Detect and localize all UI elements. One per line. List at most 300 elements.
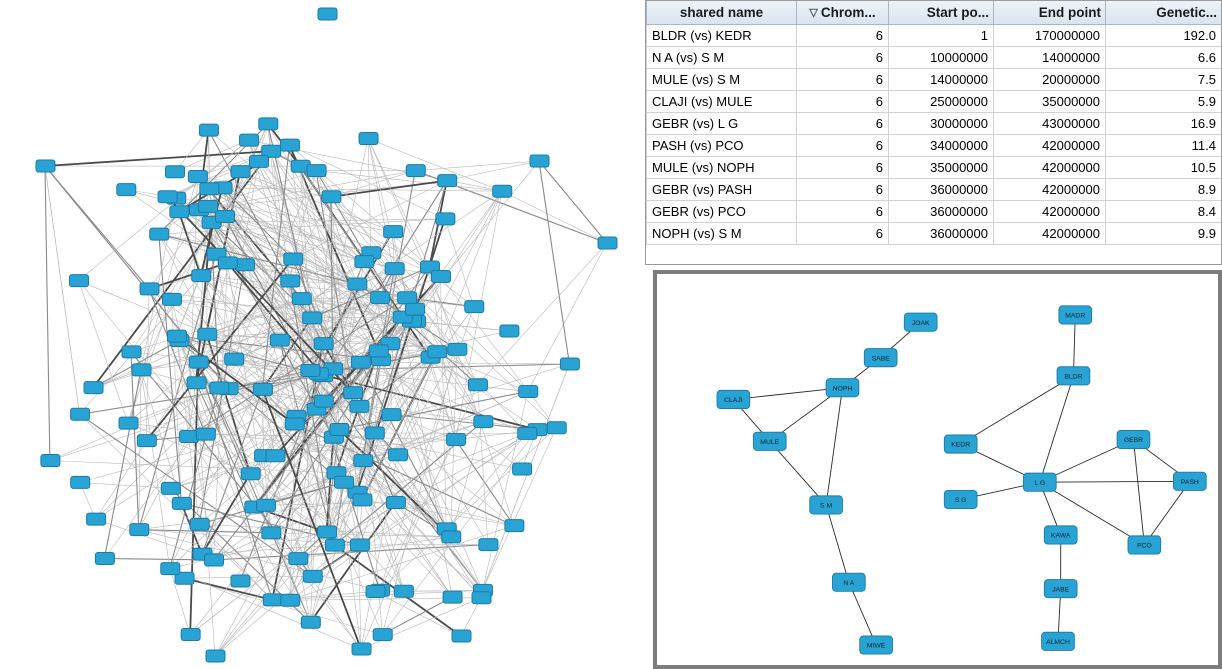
node-shape[interactable] (314, 395, 333, 407)
subnetwork-node[interactable] (1042, 632, 1075, 650)
network-node[interactable] (231, 166, 250, 178)
network-node[interactable] (448, 343, 467, 355)
network-node[interactable] (350, 539, 369, 551)
node-shape[interactable] (95, 552, 114, 564)
node-shape[interactable] (384, 226, 403, 238)
cell-shared-name[interactable]: MULE (vs) NOPH (647, 157, 797, 179)
network-node[interactable] (354, 455, 373, 467)
network-node[interactable] (406, 303, 425, 315)
node-shape[interactable] (365, 427, 384, 439)
network-node[interactable] (500, 325, 519, 337)
node-shape[interactable] (371, 292, 390, 304)
network-node[interactable] (322, 191, 341, 203)
node-shape[interactable] (257, 499, 276, 511)
network-node[interactable] (71, 476, 90, 488)
network-node[interactable] (190, 518, 209, 530)
subnetwork-node[interactable] (717, 390, 750, 408)
cell-chromosome[interactable]: 6 (797, 113, 889, 135)
node-shape[interactable] (199, 124, 218, 136)
network-node[interactable] (352, 643, 371, 655)
node-shape[interactable] (389, 449, 408, 461)
node-shape[interactable] (225, 353, 244, 365)
cell-genetic[interactable]: 16.9 (1106, 113, 1222, 135)
node-shape[interactable] (1173, 472, 1206, 490)
node-shape[interactable] (465, 301, 484, 313)
network-node[interactable] (84, 382, 103, 394)
node-shape[interactable] (322, 191, 341, 203)
edge-table-body[interactable] (647, 25, 1222, 245)
network-node[interactable] (281, 594, 300, 606)
network-node[interactable] (130, 524, 149, 536)
network-node[interactable] (479, 539, 498, 551)
network-node[interactable] (505, 520, 524, 532)
network-node[interactable] (281, 275, 300, 287)
subnetwork-node[interactable] (944, 490, 977, 508)
network-node[interactable] (236, 259, 255, 271)
cell-shared-name[interactable]: GEBR (vs) PASH (647, 179, 797, 201)
subnetwork-node[interactable] (1128, 536, 1161, 554)
node-shape[interactable] (137, 435, 156, 447)
network-node[interactable] (314, 395, 333, 407)
node-shape[interactable] (350, 400, 369, 412)
node-shape[interactable] (162, 293, 181, 305)
node-shape[interactable] (335, 476, 354, 488)
node-shape[interactable] (292, 293, 311, 305)
node-shape[interactable] (161, 482, 180, 494)
network-node[interactable] (257, 499, 276, 511)
network-node[interactable] (303, 312, 322, 324)
network-node[interactable] (225, 353, 244, 365)
node-shape[interactable] (318, 526, 337, 538)
network-node[interactable] (241, 468, 260, 480)
network-node[interactable] (162, 293, 181, 305)
network-node[interactable] (382, 409, 401, 421)
network-node[interactable] (518, 427, 537, 439)
network-node[interactable] (218, 257, 237, 269)
node-shape[interactable] (301, 364, 320, 376)
network-node[interactable] (210, 382, 229, 394)
network-node[interactable] (41, 454, 60, 466)
table-header-genetic[interactable] (1106, 1, 1222, 25)
node-shape[interactable] (231, 166, 250, 178)
node-shape[interactable] (717, 390, 750, 408)
subnetwork-node[interactable] (1044, 526, 1077, 544)
network-node[interactable] (188, 171, 207, 183)
network-node[interactable] (71, 408, 90, 420)
node-shape[interactable] (1128, 536, 1161, 554)
node-shape[interactable] (443, 591, 462, 603)
network-node[interactable] (344, 387, 363, 399)
cell-chromosome[interactable]: 6 (797, 25, 889, 47)
node-shape[interactable] (87, 513, 106, 525)
cell-end-point[interactable]: 42000000 (994, 223, 1106, 245)
network-node[interactable] (216, 210, 235, 222)
network-node[interactable] (530, 155, 549, 167)
network-node[interactable] (122, 346, 141, 358)
node-shape[interactable] (810, 496, 843, 514)
node-shape[interactable] (240, 134, 259, 146)
network-node[interactable] (325, 539, 344, 551)
node-shape[interactable] (249, 155, 268, 167)
network-node[interactable] (161, 563, 180, 575)
network-node[interactable] (266, 450, 285, 462)
node-shape[interactable] (944, 490, 977, 508)
network-node[interactable] (36, 160, 55, 172)
cell-shared-name[interactable]: GEBR (vs) PCO (647, 201, 797, 223)
network-node[interactable] (350, 400, 369, 412)
network-node[interactable] (519, 385, 538, 397)
node-shape[interactable] (344, 387, 363, 399)
cell-end-point[interactable]: 35000000 (994, 91, 1106, 113)
node-shape[interactable] (119, 417, 138, 429)
network-node[interactable] (452, 630, 471, 642)
cell-start-point[interactable]: 36000000 (889, 179, 994, 201)
network-node[interactable] (187, 377, 206, 389)
node-shape[interactable] (366, 586, 385, 598)
node-shape[interactable] (189, 356, 208, 368)
network-node[interactable] (280, 139, 299, 151)
cell-end-point[interactable]: 42000000 (994, 157, 1106, 179)
node-shape[interactable] (318, 8, 337, 20)
network-node[interactable] (259, 118, 278, 130)
network-node[interactable] (394, 585, 413, 597)
node-shape[interactable] (442, 531, 461, 543)
node-shape[interactable] (493, 185, 512, 197)
node-shape[interactable] (438, 175, 457, 187)
node-shape[interactable] (406, 165, 425, 177)
node-shape[interactable] (218, 257, 237, 269)
node-shape[interactable] (180, 431, 199, 443)
cell-genetic[interactable]: 192.0 (1106, 25, 1222, 47)
network-node[interactable] (285, 418, 304, 430)
network-node[interactable] (428, 346, 447, 358)
node-shape[interactable] (472, 592, 491, 604)
node-shape[interactable] (117, 184, 136, 196)
network-node[interactable] (384, 226, 403, 238)
cell-start-point[interactable]: 14000000 (889, 69, 994, 91)
node-shape[interactable] (860, 636, 893, 654)
subnetwork-node[interactable] (826, 379, 859, 397)
cell-genetic[interactable]: 5.9 (1106, 91, 1222, 113)
node-shape[interactable] (122, 346, 141, 358)
network-node[interactable] (117, 184, 136, 196)
node-shape[interactable] (350, 539, 369, 551)
node-shape[interactable] (303, 570, 322, 582)
table-header-end-point[interactable] (994, 1, 1106, 25)
node-shape[interactable] (530, 155, 549, 167)
table-row[interactable] (647, 91, 1222, 113)
node-shape[interactable] (394, 585, 413, 597)
table-row[interactable] (647, 47, 1222, 69)
network-node[interactable] (262, 527, 281, 539)
network-node[interactable] (289, 553, 308, 565)
node-shape[interactable] (1057, 367, 1090, 385)
node-shape[interactable] (864, 349, 897, 367)
network-node[interactable] (335, 476, 354, 488)
network-node[interactable] (598, 237, 617, 249)
node-shape[interactable] (241, 468, 260, 480)
cell-end-point[interactable]: 170000000 (994, 25, 1106, 47)
subnetwork-nodes[interactable] (717, 306, 1206, 654)
table-row[interactable] (647, 201, 1222, 223)
subnetwork-node[interactable] (860, 636, 893, 654)
node-shape[interactable] (1117, 430, 1150, 448)
network-node[interactable] (119, 417, 138, 429)
node-shape[interactable] (354, 455, 373, 467)
network-node[interactable] (513, 463, 532, 475)
network-node[interactable] (389, 449, 408, 461)
cell-genetic[interactable]: 6.6 (1106, 47, 1222, 69)
node-shape[interactable] (216, 210, 235, 222)
node-shape[interactable] (188, 171, 207, 183)
node-shape[interactable] (325, 539, 344, 551)
network-node[interactable] (253, 383, 272, 395)
network-node[interactable] (432, 271, 451, 283)
edge-table-panel[interactable] (645, 0, 1222, 265)
node-shape[interactable] (270, 334, 289, 346)
node-shape[interactable] (41, 454, 60, 466)
node-shape[interactable] (904, 313, 937, 331)
node-shape[interactable] (71, 476, 90, 488)
node-shape[interactable] (36, 160, 55, 172)
network-node[interactable] (284, 253, 303, 265)
network-node[interactable] (474, 416, 493, 428)
node-shape[interactable] (474, 416, 493, 428)
node-shape[interactable] (170, 206, 189, 218)
cell-start-point[interactable]: 34000000 (889, 135, 994, 157)
subnetwork-node[interactable] (1117, 430, 1150, 448)
node-shape[interactable] (196, 428, 215, 440)
cell-shared-name[interactable]: N A (vs) S M (647, 47, 797, 69)
table-row[interactable] (647, 223, 1222, 245)
cell-end-point[interactable]: 20000000 (994, 69, 1106, 91)
node-shape[interactable] (161, 563, 180, 575)
node-shape[interactable] (826, 379, 859, 397)
table-row[interactable] (647, 25, 1222, 47)
node-shape[interactable] (598, 237, 617, 249)
network-node[interactable] (314, 338, 333, 350)
node-shape[interactable] (452, 630, 471, 642)
node-shape[interactable] (181, 629, 200, 641)
node-shape[interactable] (150, 228, 169, 240)
cell-start-point[interactable]: 36000000 (889, 223, 994, 245)
network-node[interactable] (249, 155, 268, 167)
node-shape[interactable] (432, 271, 451, 283)
node-shape[interactable] (385, 263, 404, 275)
network-node[interactable] (465, 301, 484, 313)
cell-shared-name[interactable]: BLDR (vs) KEDR (647, 25, 797, 47)
node-shape[interactable] (479, 539, 498, 551)
node-shape[interactable] (944, 435, 977, 453)
node-shape[interactable] (280, 139, 299, 151)
filter-icon[interactable]: ▽ (809, 7, 818, 19)
node-shape[interactable] (513, 463, 532, 475)
node-shape[interactable] (519, 385, 538, 397)
cell-end-point[interactable]: 42000000 (994, 179, 1106, 201)
network-node[interactable] (447, 434, 466, 446)
node-shape[interactable] (1042, 632, 1075, 650)
subnetwork-node[interactable] (1173, 472, 1206, 490)
node-shape[interactable] (468, 379, 487, 391)
network-node[interactable] (150, 228, 169, 240)
network-node[interactable] (365, 427, 384, 439)
table-row[interactable] (647, 157, 1222, 179)
network-node[interactable] (189, 356, 208, 368)
network-node[interactable] (140, 283, 159, 295)
network-node[interactable] (353, 494, 372, 506)
cell-genetic[interactable]: 11.4 (1106, 135, 1222, 157)
node-shape[interactable] (1044, 526, 1077, 544)
node-shape[interactable] (284, 253, 303, 265)
network-node[interactable] (205, 554, 224, 566)
network-node[interactable] (406, 165, 425, 177)
network-node[interactable] (307, 165, 326, 177)
network-node[interactable] (301, 364, 320, 376)
network-node[interactable] (69, 275, 88, 287)
cell-shared-name[interactable]: PASH (vs) PCO (647, 135, 797, 157)
node-shape[interactable] (500, 325, 519, 337)
cell-chromosome[interactable]: 6 (797, 69, 889, 91)
node-shape[interactable] (307, 165, 326, 177)
network-node[interactable] (161, 482, 180, 494)
network-node[interactable] (181, 629, 200, 641)
cell-chromosome[interactable]: 6 (797, 135, 889, 157)
subnetwork-node[interactable] (904, 313, 937, 331)
network-node[interactable] (240, 134, 259, 146)
table-header-chrom[interactable] (797, 1, 889, 25)
cell-chromosome[interactable]: 6 (797, 179, 889, 201)
node-shape[interactable] (281, 275, 300, 287)
node-shape[interactable] (406, 303, 425, 315)
subnetwork-canvas[interactable] (657, 274, 1218, 665)
node-shape[interactable] (71, 408, 90, 420)
cell-shared-name[interactable]: MULE (vs) S M (647, 69, 797, 91)
network-node[interactable] (231, 575, 250, 587)
node-shape[interactable] (158, 191, 177, 203)
node-shape[interactable] (547, 422, 566, 434)
table-header-shared-name[interactable] (647, 1, 797, 25)
cell-chromosome[interactable]: 6 (797, 223, 889, 245)
network-node[interactable] (385, 263, 404, 275)
network-node[interactable] (547, 422, 566, 434)
cell-chromosome[interactable]: 6 (797, 47, 889, 69)
node-shape[interactable] (355, 256, 374, 268)
network-node[interactable] (442, 531, 461, 543)
cell-shared-name[interactable]: CLAJI (vs) MULE (647, 91, 797, 113)
network-node[interactable] (292, 293, 311, 305)
node-shape[interactable] (314, 338, 333, 350)
node-shape[interactable] (289, 553, 308, 565)
cell-end-point[interactable]: 43000000 (994, 113, 1106, 135)
node-shape[interactable] (262, 527, 281, 539)
network-node[interactable] (303, 570, 322, 582)
network-node[interactable] (192, 270, 211, 282)
node-shape[interactable] (190, 518, 209, 530)
node-shape[interactable] (1059, 306, 1092, 324)
cell-shared-name[interactable]: GEBR (vs) L G (647, 113, 797, 135)
network-node[interactable] (199, 124, 218, 136)
edge-table-header[interactable] (647, 1, 1222, 25)
node-shape[interactable] (205, 554, 224, 566)
network-node[interactable] (493, 185, 512, 197)
cell-genetic[interactable]: 9.9 (1106, 223, 1222, 245)
subnetwork-node[interactable] (832, 573, 865, 591)
node-shape[interactable] (447, 434, 466, 446)
cell-chromosome[interactable]: 6 (797, 91, 889, 113)
node-shape[interactable] (753, 432, 786, 450)
cell-genetic[interactable]: 10.5 (1106, 157, 1222, 179)
node-shape[interactable] (832, 573, 865, 591)
network-node[interactable] (270, 334, 289, 346)
node-shape[interactable] (200, 183, 219, 195)
network-node[interactable] (436, 213, 455, 225)
node-shape[interactable] (140, 283, 159, 295)
node-shape[interactable] (285, 418, 304, 430)
table-header-row[interactable] (647, 1, 1222, 25)
node-shape[interactable] (198, 328, 217, 340)
network-node[interactable] (206, 650, 225, 662)
subnetwork-node[interactable] (944, 435, 977, 453)
network-node[interactable] (318, 8, 337, 20)
cell-end-point[interactable]: 14000000 (994, 47, 1106, 69)
network-node[interactable] (386, 497, 405, 509)
node-shape[interactable] (84, 382, 103, 394)
node-shape[interactable] (505, 520, 524, 532)
cell-end-point[interactable]: 42000000 (994, 201, 1106, 223)
subnetwork-node[interactable] (753, 432, 786, 450)
network-node[interactable] (438, 175, 457, 187)
subnetwork-node[interactable] (1057, 367, 1090, 385)
node-shape[interactable] (301, 616, 320, 628)
network-node[interactable] (172, 497, 191, 509)
network-node[interactable] (132, 364, 151, 376)
node-shape[interactable] (236, 259, 255, 271)
network-node[interactable] (468, 379, 487, 391)
subnetwork-node[interactable] (864, 349, 897, 367)
network-node[interactable] (165, 166, 184, 178)
network-node[interactable] (196, 428, 215, 440)
network-node[interactable] (263, 594, 282, 606)
table-header-start-po[interactable] (889, 1, 994, 25)
network-node[interactable] (371, 292, 390, 304)
node-shape[interactable] (352, 643, 371, 655)
subnetwork-node[interactable] (810, 496, 843, 514)
node-shape[interactable] (373, 629, 392, 641)
node-shape[interactable] (210, 382, 229, 394)
network-node[interactable] (373, 629, 392, 641)
node-shape[interactable] (303, 312, 322, 324)
table-row[interactable] (647, 113, 1222, 135)
node-shape[interactable] (386, 497, 405, 509)
cell-start-point[interactable]: 35000000 (889, 157, 994, 179)
network-node[interactable] (348, 278, 367, 290)
network-node[interactable] (351, 356, 370, 368)
network-node[interactable] (560, 358, 579, 370)
cell-start-point[interactable]: 10000000 (889, 47, 994, 69)
network-node[interactable] (180, 431, 199, 443)
node-shape[interactable] (428, 346, 447, 358)
network-node[interactable] (472, 592, 491, 604)
network-node[interactable] (366, 586, 385, 598)
node-shape[interactable] (398, 292, 417, 304)
network-node[interactable] (168, 330, 187, 342)
network-node[interactable] (158, 191, 177, 203)
edge-table[interactable] (646, 1, 1222, 245)
node-shape[interactable] (172, 497, 191, 509)
node-shape[interactable] (348, 278, 367, 290)
table-row[interactable] (647, 69, 1222, 91)
node-shape[interactable] (199, 200, 218, 212)
